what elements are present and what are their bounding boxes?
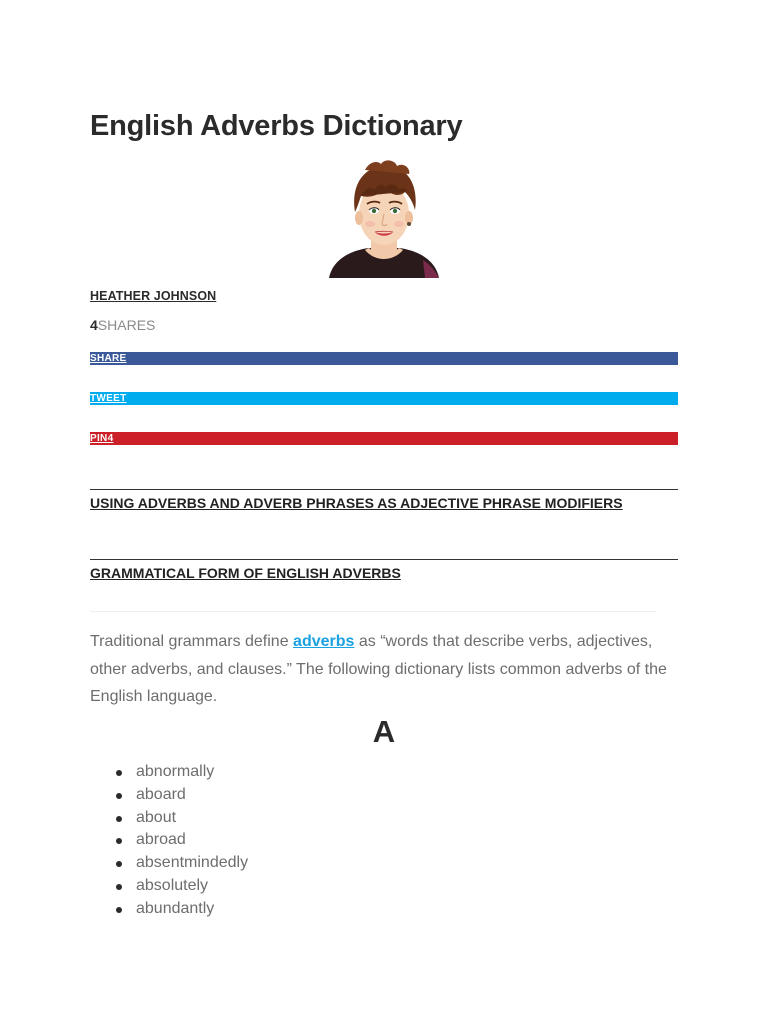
pinterest-pin-label: PIN4 [90,433,114,444]
toc-divider [90,559,678,560]
page-title: English Adverbs Dictionary [90,110,463,142]
pinterest-pin-button[interactable] [90,432,678,445]
list-item: absolutely [90,875,248,898]
share-count [90,317,155,333]
facebook-share-label: SHARE [90,353,127,364]
author-link[interactable]: HEATHER JOHNSON [90,289,217,303]
content-divider [90,611,656,612]
intro-text-before: Traditional grammars define [90,633,294,650]
list-item: abnormally [90,761,248,784]
toc-link-grammatical-form[interactable]: GRAMMATICAL FORM OF ENGLISH ADVERBS [90,565,401,581]
list-item: abundantly [90,898,248,921]
twitter-tweet-label: TWEET [90,393,127,404]
list-item: aboard [90,784,248,807]
facebook-share-button[interactable] [90,352,678,365]
list-item: about [90,807,248,830]
section-letter-heading: A [372,714,396,749]
adverbs-link[interactable]: adverbs [293,633,355,650]
toc-divider [90,489,678,490]
list-item: absentmindedly [90,852,248,875]
intro-paragraph [90,628,685,711]
list-item: abroad [90,829,248,852]
intro-text-after: as “words that describe verbs, adjectives, other adverbs, and clauses.” The following dictionary lists common adverbs of the English language. [90,633,667,705]
share-count-number: 4 [90,317,98,333]
share-count-label: SHARES [97,317,156,333]
toc-link-adjective-phrase-modifiers[interactable]: USING ADVERBS AND ADVERB PHRASES AS ADJECTIVE PHRASE MODIFIERS [90,495,623,511]
twitter-tweet-button[interactable] [90,392,678,405]
author-avatar [325,158,443,278]
adverb-list [90,761,248,921]
